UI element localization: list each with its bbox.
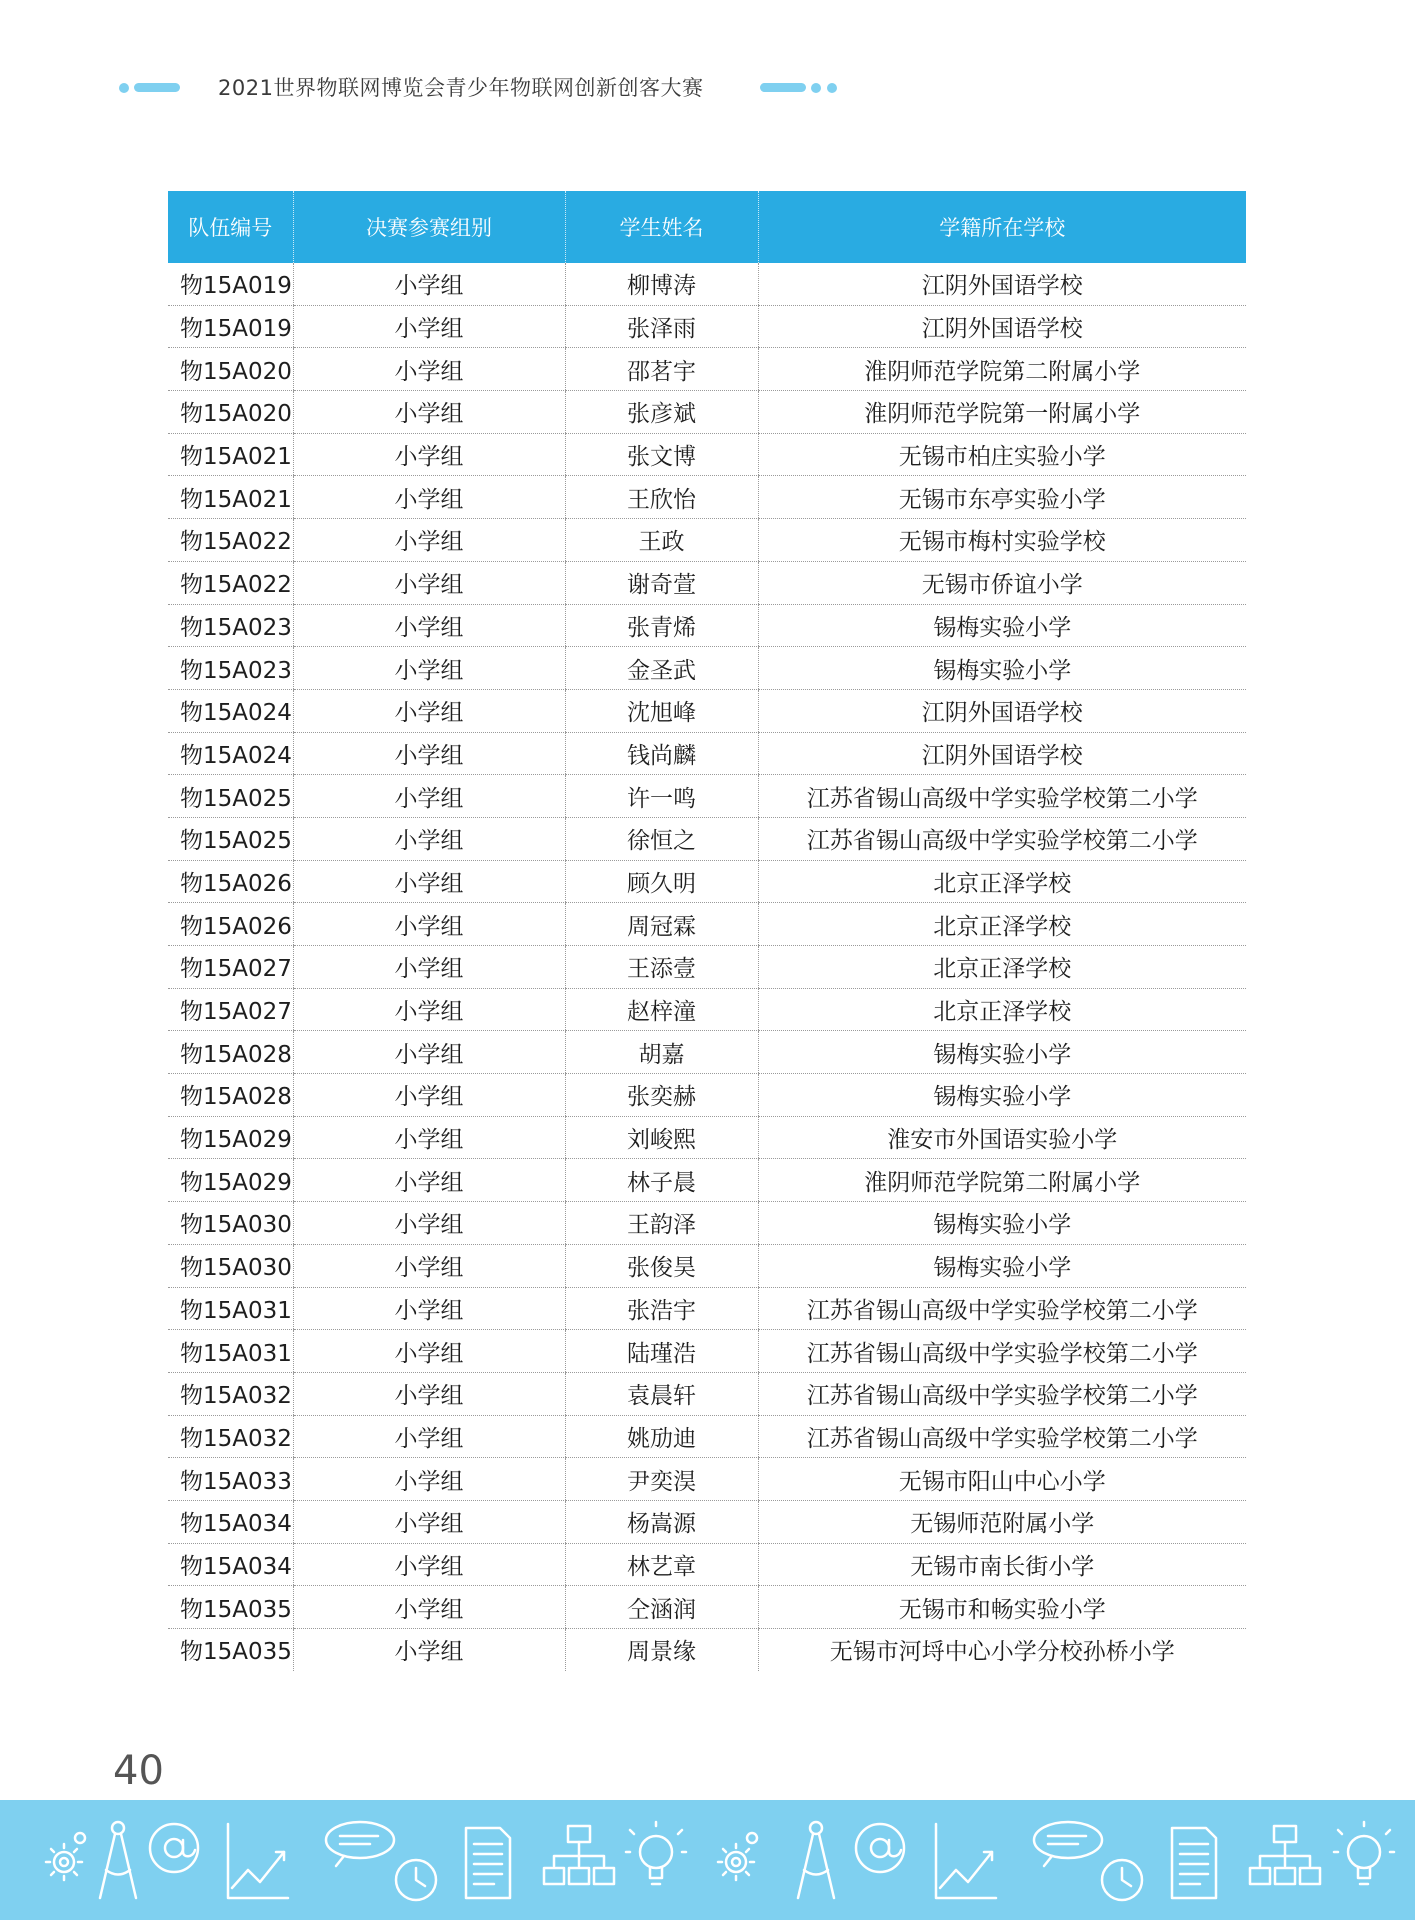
cell-team-id: 物15A028 [168,1031,293,1074]
table-row [168,391,1246,434]
table-row [168,689,1246,732]
header-title: 2021世界物联网博览会青少年物联网创新创客大赛 [218,76,704,100]
decorative-footer [0,1800,1415,1920]
cell-school: 江阴外国语学校 [758,689,1246,732]
table-row [168,1202,1246,1245]
cell-group: 小学组 [293,732,565,775]
cell-school: 锡梅实验小学 [758,1202,1246,1245]
table-header-row [168,191,1246,263]
cell-group: 小学组 [293,305,565,348]
cell-team-id: 物15A030 [168,1244,293,1287]
cell-team-id: 物15A023 [168,604,293,647]
cell-student-name: 刘峻熙 [565,1116,758,1159]
cell-team-id: 物15A027 [168,946,293,989]
cell-student-name: 杨嵩源 [565,1500,758,1543]
table-row [168,519,1246,562]
cell-team-id: 物15A033 [168,1458,293,1501]
cell-group: 小学组 [293,860,565,903]
cell-group: 小学组 [293,1159,565,1202]
cell-school: 北京正泽学校 [758,946,1246,989]
cell-student-name: 张俊昊 [565,1244,758,1287]
cell-school: 无锡师范附属小学 [758,1500,1246,1543]
cell-group: 小学组 [293,1458,565,1501]
table-row [168,1586,1246,1629]
cell-school: 无锡市梅村实验学校 [758,519,1246,562]
lightbulb-icon [624,1818,688,1904]
cell-group: 小学组 [293,1202,565,1245]
cell-group: 小学组 [293,433,565,476]
cell-student-name: 尹奕淏 [565,1458,758,1501]
table-body [168,263,1246,1671]
cell-school: 江苏省锡山高级中学实验学校第二小学 [758,1287,1246,1330]
cell-team-id: 物15A024 [168,689,293,732]
flowchart-icon [1246,1818,1326,1904]
table-row [168,305,1246,348]
cell-team-id: 物15A030 [168,1202,293,1245]
cell-group: 小学组 [293,391,565,434]
cell-team-id: 物15A028 [168,1074,293,1117]
table-row [168,817,1246,860]
cell-school: 淮阴师范学院第一附属小学 [758,391,1246,434]
cell-school: 无锡市河埒中心小学分校孙桥小学 [758,1629,1246,1671]
table-row [168,1031,1246,1074]
flowchart-icon [540,1818,620,1904]
cell-student-name: 王欣怡 [565,476,758,519]
cell-group: 小学组 [293,775,565,818]
cell-student-name: 林子晨 [565,1159,758,1202]
cell-school: 锡梅实验小学 [758,647,1246,690]
table-row [168,988,1246,1031]
cell-team-id: 物15A022 [168,561,293,604]
lightbulb-icon [1332,1818,1396,1904]
participant-table [168,191,1246,1671]
line-chart-icon [930,1818,1000,1904]
cell-group: 小学组 [293,1372,565,1415]
table-row [168,1543,1246,1586]
cell-school: 江苏省锡山高级中学实验学校第二小学 [758,1372,1246,1415]
line-chart-icon [222,1818,292,1904]
cell-school: 无锡市侨谊小学 [758,561,1246,604]
cell-team-id: 物15A034 [168,1500,293,1543]
table-row [168,561,1246,604]
cell-team-id: 物15A025 [168,817,293,860]
table-row [168,732,1246,775]
table-row [168,1287,1246,1330]
cell-school: 锡梅实验小学 [758,1244,1246,1287]
cell-team-id: 物15A021 [168,433,293,476]
table-row [168,1330,1246,1373]
cell-group: 小学组 [293,263,565,305]
cell-team-id: 物15A020 [168,348,293,391]
cell-student-name: 金圣武 [565,647,758,690]
cell-group: 小学组 [293,348,565,391]
cell-group: 小学组 [293,1244,565,1287]
cell-group: 小学组 [293,647,565,690]
cell-student-name: 姚劢迪 [565,1415,758,1458]
page-number: 40 [113,1748,164,1794]
cell-school: 无锡市阳山中心小学 [758,1458,1246,1501]
table-row [168,1074,1246,1117]
cell-student-name: 邵茗宇 [565,348,758,391]
cell-school: 锡梅实验小学 [758,1074,1246,1117]
cell-group: 小学组 [293,1629,565,1671]
cell-group: 小学组 [293,1586,565,1629]
column-header-school: 学籍所在学校 [758,191,1246,263]
cell-team-id: 物15A029 [168,1159,293,1202]
cell-school: 无锡市柏庄实验小学 [758,433,1246,476]
cell-school: 江苏省锡山高级中学实验学校第二小学 [758,817,1246,860]
compass-icon [790,1818,842,1904]
cell-school: 淮安市外国语实验小学 [758,1116,1246,1159]
table-row [168,775,1246,818]
table-row [168,1500,1246,1543]
cell-school: 北京正泽学校 [758,988,1246,1031]
cell-team-id: 物15A026 [168,903,293,946]
page-header [0,0,1415,130]
table-row [168,860,1246,903]
cell-student-name: 陆瑾浩 [565,1330,758,1373]
cell-student-name: 王政 [565,519,758,562]
column-header-group: 决赛参赛组别 [293,191,565,263]
cell-team-id: 物15A035 [168,1586,293,1629]
cell-team-id: 物15A023 [168,647,293,690]
at-sign-icon [852,1818,908,1878]
cell-school: 北京正泽学校 [758,860,1246,903]
cell-school: 江阴外国语学校 [758,732,1246,775]
cell-group: 小学组 [293,604,565,647]
cell-school: 江阴外国语学校 [758,263,1246,305]
cell-student-name: 张彦斌 [565,391,758,434]
cell-group: 小学组 [293,1330,565,1373]
compass-icon [92,1818,144,1904]
cell-team-id: 物15A020 [168,391,293,434]
cell-team-id: 物15A019 [168,263,293,305]
header-decoration-bar-right [760,83,806,92]
table-row [168,1244,1246,1287]
table-row [168,647,1246,690]
cell-student-name: 徐恒之 [565,817,758,860]
header-decoration-dot [827,83,837,93]
cell-student-name: 顾久明 [565,860,758,903]
header-decoration-dot [119,83,129,93]
cell-team-id: 物15A029 [168,1116,293,1159]
cell-school: 无锡市东亭实验小学 [758,476,1246,519]
cell-team-id: 物15A035 [180,1639,292,1666]
column-header-team-id: 队伍编号 [168,191,293,263]
table-row [168,903,1246,946]
table-row [168,263,1246,305]
header-decoration-bar-left [134,83,180,92]
cell-student-name: 胡嘉 [565,1031,758,1074]
cell-school: 江苏省锡山高级中学实验学校第二小学 [758,1330,1246,1373]
cell-team-id: 物15A031 [168,1287,293,1330]
cell-team-id: 物15A024 [168,732,293,775]
cell-group: 小学组 [293,1543,565,1586]
cell-student-name: 许一鸣 [565,775,758,818]
table-row [168,348,1246,391]
cell-student-name: 谢奇萱 [565,561,758,604]
cell-group: 小学组 [293,1287,565,1330]
cell-group: 小学组 [293,561,565,604]
cell-team-id: 物15A032 [168,1415,293,1458]
cell-group: 小学组 [293,817,565,860]
cell-group: 小学组 [293,903,565,946]
cell-team-id: 物15A021 [168,476,293,519]
cell-group: 小学组 [293,1031,565,1074]
cell-student-name: 周景缘 [565,1629,758,1671]
cell-student-name: 张青烯 [565,604,758,647]
table-row [168,1415,1246,1458]
document-icon [1166,1818,1222,1904]
cell-student-name: 柳博涛 [565,263,758,305]
cell-student-name: 张奕赫 [565,1074,758,1117]
cell-group: 小学组 [293,1415,565,1458]
cell-school: 无锡市和畅实验小学 [758,1586,1246,1629]
cell-student-name: 袁晨轩 [565,1372,758,1415]
cell-school: 淮阴师范学院第二附属小学 [758,1159,1246,1202]
cell-student-name: 张泽雨 [565,305,758,348]
header-decoration-dot [811,83,821,93]
cell-student-name: 林艺章 [565,1543,758,1586]
table-row [168,1372,1246,1415]
cell-group: 小学组 [293,476,565,519]
cell-school: 江阴外国语学校 [758,305,1246,348]
table-row [168,946,1246,989]
cell-group: 小学组 [293,1116,565,1159]
table-row [168,1116,1246,1159]
cell-team-id: 物15A032 [168,1372,293,1415]
cell-school: 江苏省锡山高级中学实验学校第二小学 [758,775,1246,818]
cell-school: 北京正泽学校 [758,903,1246,946]
table-row [168,1159,1246,1202]
cell-student-name: 仝涵润 [565,1586,758,1629]
table-row [168,1458,1246,1501]
cell-team-id: 物15A026 [168,860,293,903]
cell-team-id: 物15A022 [168,519,293,562]
cell-team-id: 物15A034 [168,1543,293,1586]
cell-team-id: 物15A027 [168,988,293,1031]
cell-student-name: 王韵泽 [565,1202,758,1245]
cell-school: 无锡市南长街小学 [758,1543,1246,1586]
cell-student-name: 张文博 [565,433,758,476]
table-row [168,433,1246,476]
cell-student-name: 钱尚麟 [565,732,758,775]
table-row [168,604,1246,647]
cell-team-id: 物15A025 [168,775,293,818]
column-header-student-name: 学生姓名 [565,191,758,263]
speech-bubble-icon [1030,1818,1106,1868]
cell-group: 小学组 [293,689,565,732]
cell-student-name: 王添壹 [565,946,758,989]
table-row [168,1629,1246,1671]
cell-student-name: 周冠霖 [565,903,758,946]
clock-icon [392,1818,442,1904]
cell-school: 江苏省锡山高级中学实验学校第二小学 [758,1415,1246,1458]
cell-group: 小学组 [293,1500,565,1543]
cell-group: 小学组 [293,988,565,1031]
cell-team-id: 物15A031 [168,1330,293,1373]
clock-icon [1098,1818,1148,1904]
cell-team-id: 物15A019 [168,305,293,348]
at-sign-icon [146,1818,202,1878]
cell-school: 淮阴师范学院第二附属小学 [758,348,1246,391]
gears-icon [712,1818,764,1898]
cell-student-name: 张浩宇 [565,1287,758,1330]
cell-school: 锡梅实验小学 [758,604,1246,647]
cell-school: 锡梅实验小学 [758,1031,1246,1074]
cell-group: 小学组 [293,519,565,562]
cell-student-name: 赵梓潼 [565,988,758,1031]
cell-group: 小学组 [293,1074,565,1117]
table-row [168,476,1246,519]
speech-bubble-icon [322,1818,398,1868]
cell-group: 小学组 [293,946,565,989]
gears-icon [40,1818,92,1898]
cell-student-name: 沈旭峰 [565,689,758,732]
document-icon [460,1818,516,1904]
